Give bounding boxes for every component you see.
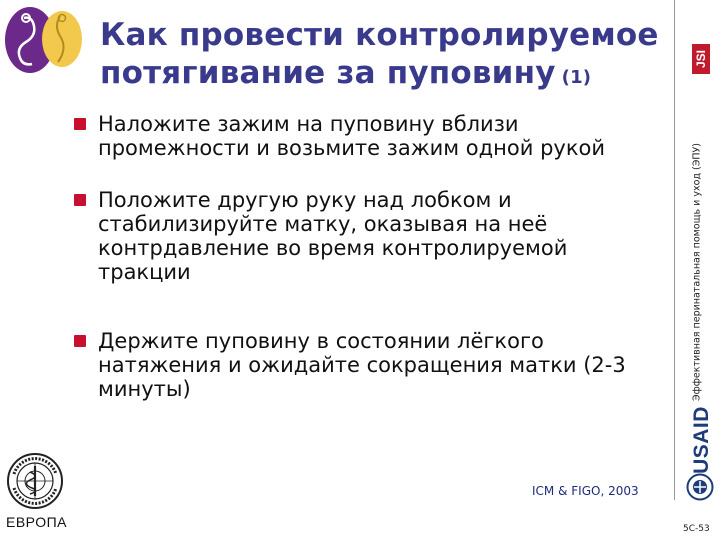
usaid-tagline-bar bbox=[712, 410, 715, 470]
usaid-seal-icon bbox=[686, 473, 714, 501]
europa-label: ЕВРОПА bbox=[6, 514, 67, 530]
list-item bbox=[74, 188, 634, 284]
title-line-1: Как провести контролируемое bbox=[100, 17, 659, 53]
pregnancy-logo bbox=[4, 6, 84, 76]
slide-number: 5C-53 bbox=[683, 524, 710, 534]
who-emblem-icon bbox=[6, 452, 64, 510]
title-line-2: потягивание за пуповину bbox=[100, 55, 556, 91]
list-item bbox=[74, 329, 634, 401]
sidebar-divider bbox=[674, 0, 675, 500]
sidebar-vertical-text: Эффективная перинатальная помощь и уход (ЭПУ) bbox=[691, 143, 703, 402]
jsi-logo: JSI bbox=[692, 44, 710, 74]
title-number: (1) bbox=[561, 67, 592, 88]
bullet-list bbox=[74, 112, 634, 401]
bullet-marker-icon bbox=[74, 335, 86, 347]
list-item bbox=[74, 112, 634, 160]
bullet-marker-icon bbox=[74, 194, 86, 206]
bullet-text: Наложите зажим на пуповину вблизи промежности и возьмите зажим одной рукой bbox=[98, 112, 606, 160]
usaid-logo: USAID bbox=[690, 406, 713, 474]
citation: ICM & FIGO, 2003 bbox=[532, 484, 639, 498]
page-title bbox=[100, 16, 660, 97]
bullet-text: Держите пуповину в состоянии лёгкого натяжения и ожидайте сокращения матки (2-3 минуты) bbox=[98, 329, 626, 401]
bullet-text: Положите другую руку над лобком и стабилизируйте матку, оказывая на неё контрдавление во время контролируемой тракции bbox=[98, 188, 568, 284]
bullet-marker-icon bbox=[74, 118, 86, 130]
